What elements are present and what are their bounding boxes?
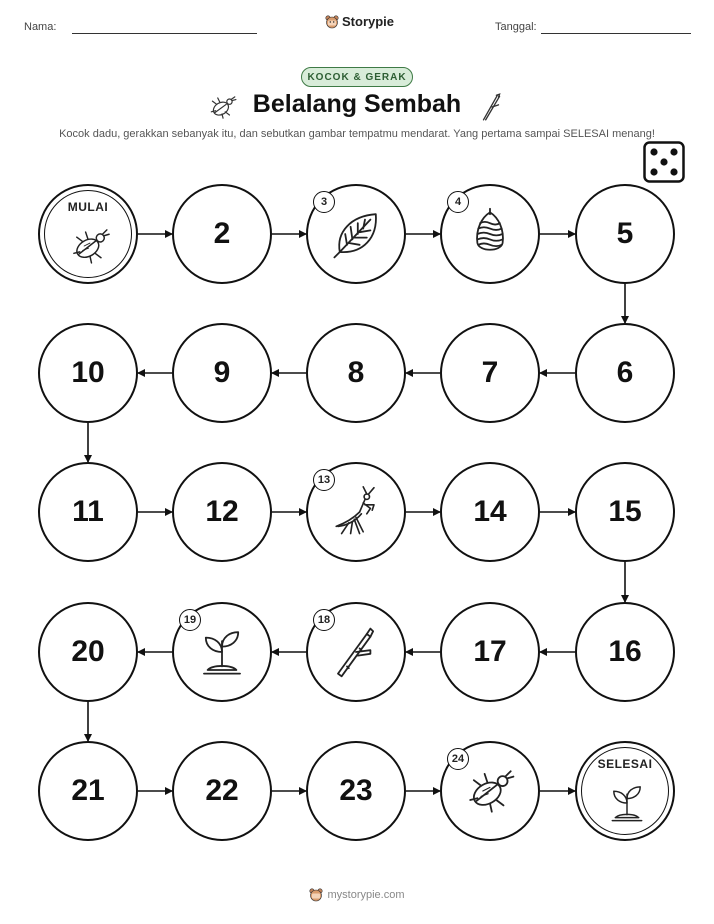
cell-number-badge: 4 xyxy=(447,191,469,213)
twig-icon xyxy=(329,625,383,679)
cell-number-badge: 19 xyxy=(179,609,201,631)
instructions: Kocok dadu, gerakkan sebanyak itu, dan sebutkan gambar tempatmu mendarat. Yang pertama sampai SELESAI menang! xyxy=(59,128,655,140)
date-label: Tanggal: xyxy=(495,21,537,33)
cell-number: 9 xyxy=(213,356,231,389)
cell-number: 10 xyxy=(71,356,105,389)
footer-url[interactable]: mystorypie.com xyxy=(327,889,405,901)
mantis-icon xyxy=(329,485,383,539)
board-cell-14[interactable] xyxy=(440,462,540,562)
cell-number: 20 xyxy=(71,635,105,668)
board-cell-4[interactable] xyxy=(440,184,540,284)
cell-number-badge: 13 xyxy=(313,469,335,491)
category-tag: KOCOK & GERAK xyxy=(301,67,413,87)
bear-icon xyxy=(309,888,323,902)
brand-name: Storypie xyxy=(342,14,395,29)
finish-cell[interactable] xyxy=(575,741,675,841)
cell-number: 5 xyxy=(616,217,634,250)
cell-number-badge: 24 xyxy=(447,748,469,770)
cell-number: 22 xyxy=(205,774,239,807)
board-cell-11[interactable] xyxy=(38,462,138,562)
cell-number: 17 xyxy=(473,635,507,668)
ootheca-icon xyxy=(463,207,517,261)
board-cell-22[interactable] xyxy=(172,741,272,841)
board-cell-9[interactable] xyxy=(172,323,272,423)
cell-number: 6 xyxy=(616,356,634,389)
leaf-icon xyxy=(329,207,383,261)
board-cell-20[interactable] xyxy=(38,602,138,702)
board-cell-24[interactable] xyxy=(440,741,540,841)
cell-number: 16 xyxy=(608,635,642,668)
board-cell-5[interactable] xyxy=(575,184,675,284)
board-cell-16[interactable] xyxy=(575,602,675,702)
start-cell[interactable] xyxy=(38,184,138,284)
beetle-icon xyxy=(463,764,517,818)
board-cell-2[interactable] xyxy=(172,184,272,284)
cell-number: 11 xyxy=(72,495,104,528)
cell-number-badge: 18 xyxy=(313,609,335,631)
cell-number: 21 xyxy=(71,774,105,807)
cell-number-badge: 3 xyxy=(313,191,335,213)
finish-label: SELESAI xyxy=(597,757,653,771)
board-cell-12[interactable] xyxy=(172,462,272,562)
cell-number: 2 xyxy=(213,217,231,250)
page-title: Belalang Sembah xyxy=(252,90,462,118)
board-cell-19[interactable] xyxy=(172,602,272,702)
board-cell-3[interactable] xyxy=(306,184,406,284)
board-cell-23[interactable] xyxy=(306,741,406,841)
sprout-icon xyxy=(605,781,649,825)
cell-number: 7 xyxy=(481,356,499,389)
board-cell-15[interactable] xyxy=(575,462,675,562)
name-label: Nama: xyxy=(24,21,57,33)
beetle-icon xyxy=(68,224,112,268)
board-cell-7[interactable] xyxy=(440,323,540,423)
cell-number: 15 xyxy=(608,495,642,528)
start-label: MULAI xyxy=(67,200,109,214)
board-cell-6[interactable] xyxy=(575,323,675,423)
footer xyxy=(0,888,714,902)
cell-number: 23 xyxy=(339,774,373,807)
cell-number: 8 xyxy=(347,356,365,389)
board-cell-13[interactable] xyxy=(306,462,406,562)
board-cell-10[interactable] xyxy=(38,323,138,423)
cell-number: 12 xyxy=(205,495,239,528)
board-cell-17[interactable] xyxy=(440,602,540,702)
sprout-icon xyxy=(195,625,249,679)
cell-number: 14 xyxy=(473,495,507,528)
board-cell-8[interactable] xyxy=(306,323,406,423)
board-cell-21[interactable] xyxy=(38,741,138,841)
board-cell-18[interactable] xyxy=(306,602,406,702)
